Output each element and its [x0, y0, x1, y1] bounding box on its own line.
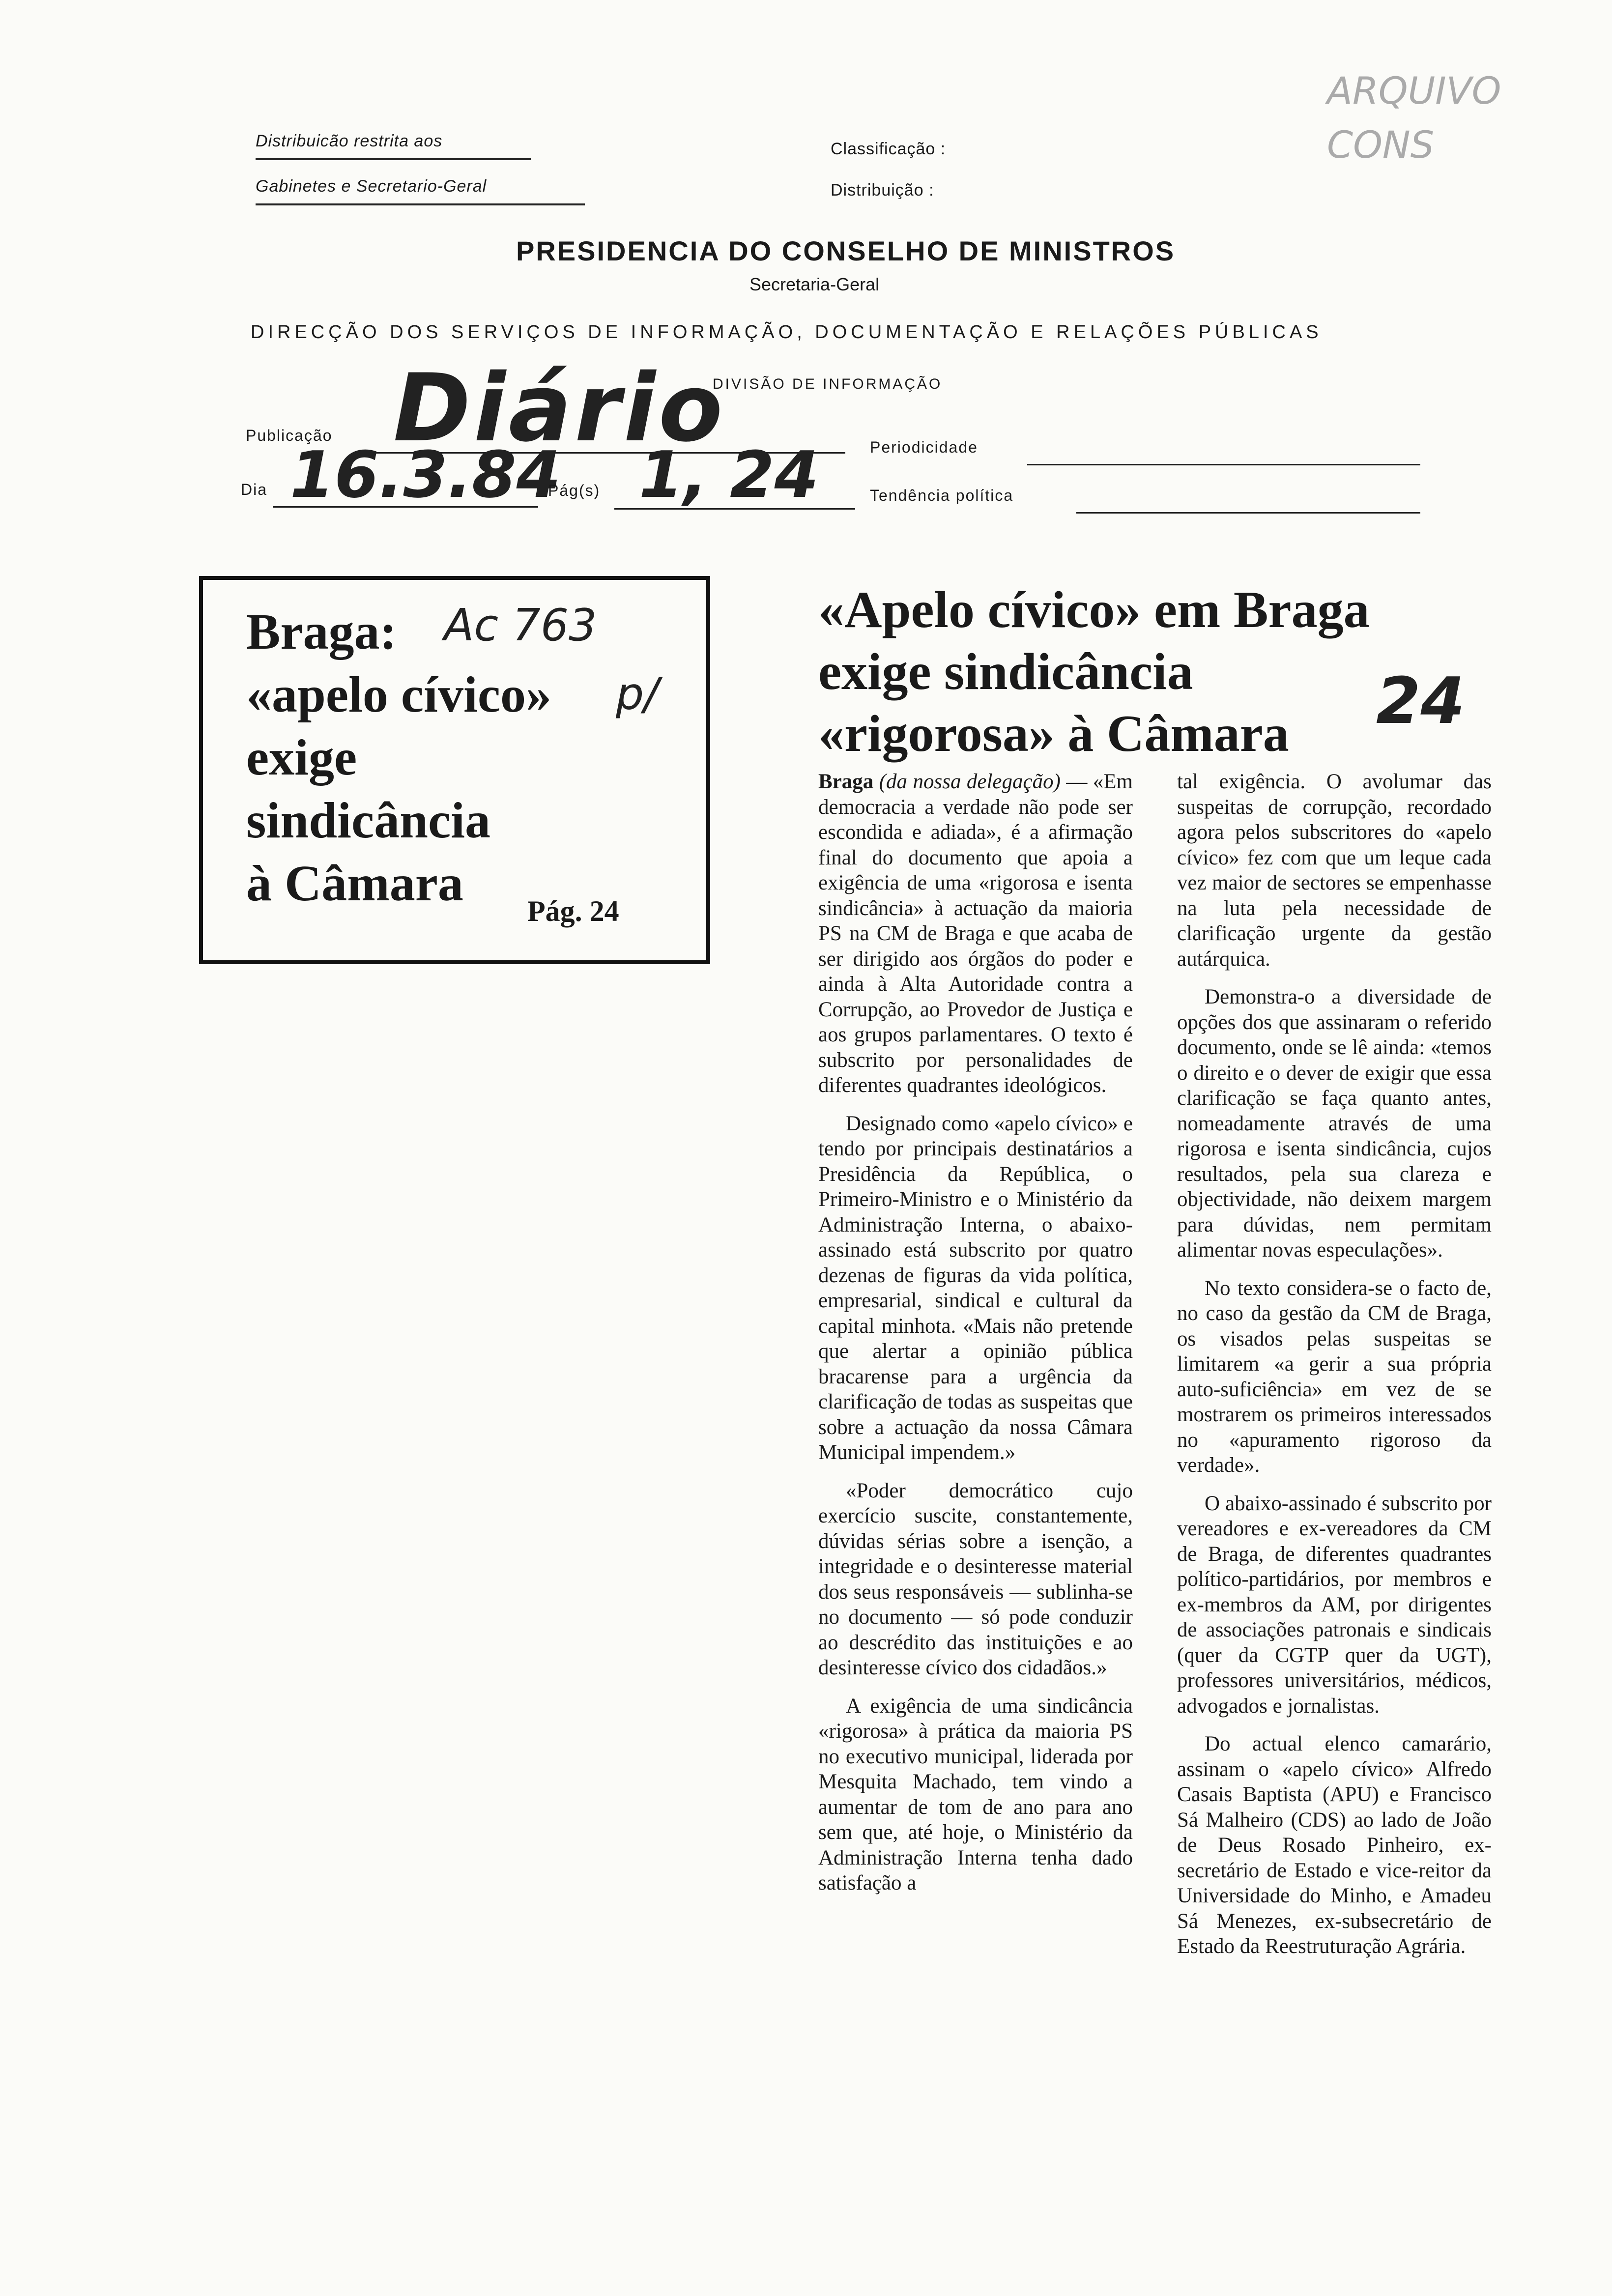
box-title-line-2: «apelo cívico» [246, 666, 552, 723]
pag-handwritten-value: 1, 24 [639, 437, 819, 512]
pag-line [614, 508, 855, 510]
box-handwritten-code: Ac 763 [444, 600, 597, 651]
article-title-line-2: exige sindicância [818, 643, 1193, 700]
article-title-line-3: «rigorosa» à Câmara [818, 705, 1289, 762]
box-title-line-5: à Câmara [246, 855, 463, 912]
column-2-paragraph-4: O abaixo-assinado é subscrito por vereadores e ex-vereadores da CM de Braga, de diferentes quadrantes político-partidários, por membros e ex-membros da AM, por dirigentes de associações patronais e sindicais (quer da CGTP quer da UGT), professores universitários, médicos, advogados e jornalistas. [1177, 1492, 1492, 1718]
direccao-line: DIRECÇÃO DOS SERVIÇOS DE INFORMAÇÃO, DOCUMENTAÇÃO E RELAÇÕES PÚBLICAS [251, 322, 1323, 343]
column-2-paragraph-5: Do actual elenco camarário, assinam o «apelo cívico» Alfredo Casais Baptista (APU) e Francisco Sá Malheiro (CDS) ao lado de João de Deus Rosado Pinheiro, ex-secretário de Estado e vice-reitor da Universidade do Minho, e Amadeu Sá Menezes, ex-subsecretário de Estado da Reestruturação Agrária. [1177, 1732, 1492, 1958]
tendencia-label: Tendência política [870, 487, 1014, 504]
article-column-2 [1177, 769, 1492, 1972]
header-underline-2 [256, 203, 585, 205]
article-title-line-1: «Apelo cívico» em Braga [818, 581, 1370, 638]
front-page-box [199, 576, 710, 964]
article-column-1 [818, 769, 1133, 1909]
column-1-paragraph-4: A exigência de uma sindicância «rigorosa» à prática da maioria PS no executivo municipal, liderada por Mesquita Machado, tem vindo a aumentar de tom de ano para ano sem que, até hoje, o Ministério da Administração Interna tenha dado satisfação a [818, 1694, 1133, 1894]
byline-place: Braga [818, 770, 874, 793]
header-underline-1 [256, 158, 531, 160]
dia-handwritten-value: 16.3.84 [290, 437, 561, 512]
restricted-distribution-line2: Gabinetes e Secretario-Geral [256, 177, 487, 196]
box-title-line-3: exige [246, 729, 357, 786]
column-1-paragraph-2: Designado como «apelo cívico» e tendo por principais destinatários a Presidência da República, o Primeiro-Ministro e o Ministério da Administração Interna, o abaixo-assinado está subscrito por quatro dezenas de figuras da vida política, empresarial, sindical e cultural da capital minhota. «Mais não pretende que alertar a opinião pública bracarense para a urgência da clarificação de todas as suspeitas que sobre a actuação da nossa Câmara Municipal impendem.» [818, 1112, 1133, 1464]
column-2-paragraph-1: tal exigência. O avolumar das suspeitas de corrupção, recordado agora pelos subscritores do «apelo cívico» fez com que um leque cada vez maior de sectores se empenhasse na luta pela necessidade de clarificação urgente da gestão autárquica. [1177, 770, 1492, 971]
column-1-paragraph-1 [818, 769, 1133, 1098]
distribuicao-label: Distribuição : [831, 181, 934, 200]
dia-line [273, 506, 538, 508]
periodicidade-label: Periodicidade [870, 438, 978, 456]
organization-title: PRESIDENCIA DO CONSELHO DE MINISTROS [516, 235, 1176, 266]
column-1-paragraph-3: «Poder democrático cujo exercício suscite, constantemente, dúvidas sérias sobre a isenção, a integridade e o desinteresse material dos seus responsáveis — sublinha-se no documento — só pode conduzir ao descrédito das instituições e ao desinteresse cívico dos cidadãos.» [818, 1479, 1133, 1679]
divisao-line: DIVISÃO DE INFORMAÇÃO [713, 376, 943, 392]
article-handwritten-page: 24 [1376, 663, 1465, 738]
classificacao-label: Classificação : [831, 140, 946, 158]
periodicidade-line [1027, 464, 1420, 465]
box-title-line-1: Braga: [246, 603, 397, 660]
publicacao-handwritten-value: Diário [393, 354, 726, 462]
column-2-paragraph-3: No texto considera-se o facto de, no caso da gestão da CM de Braga, os visados pelas suspeitas se limitarem «a gerir a sua própria auto-suficiência» em vez de se mostrarem os primeiros interessados no «apuramento rigoroso da verdade». [1177, 1276, 1492, 1477]
dia-label: Dia [241, 481, 268, 498]
publicacao-label: Publicação [246, 427, 333, 444]
box-page-reference: Pág. 24 [527, 895, 619, 927]
corner-handwritten-note-2: CONS [1327, 123, 1434, 167]
tendencia-line [1076, 512, 1420, 514]
byline-source: (da nossa delegação) [879, 770, 1061, 793]
restricted-distribution-line1: Distribuicão restrita aos [256, 132, 443, 150]
box-handwritten-mark: p/ [616, 668, 659, 720]
corner-handwritten-note-1: ARQUIVO [1327, 69, 1501, 113]
column-1-paragraph-1-text: — «Em democracia a verdade não pode ser escondida e adiada», é a afirmação final do documento que apoia a exigência de uma «rigorosa e isenta sindicância» à actuação da maioria PS na CM de Braga e que acaba de ser dirigido aos órgãos do poder e ainda à Alta Autoridade contra a Corrupção, ao Provedor de Justiça e aos grupos parlamentares. O texto é subscrito por personalidades de diferentes quadrantes ideológicos. [818, 770, 1133, 1097]
organization-subtitle: Secretaria-Geral [749, 274, 880, 294]
pag-label: Pág(s) [548, 482, 601, 499]
box-title-line-4: sindicância [246, 792, 490, 849]
column-2-paragraph-2: Demonstra-o a diversidade de opções dos que assinaram o referido documento, onde se lê ainda: «temos o direito e o dever de exigir que essa clarificação se faça quanto antes, nomeadamente através de uma rigorosa e isenta sindicância, cujos resultados, pela sua clareza e objectividade, não deixem margem para dúvidas, nem permitam alimentar novas especulações». [1177, 985, 1492, 1262]
